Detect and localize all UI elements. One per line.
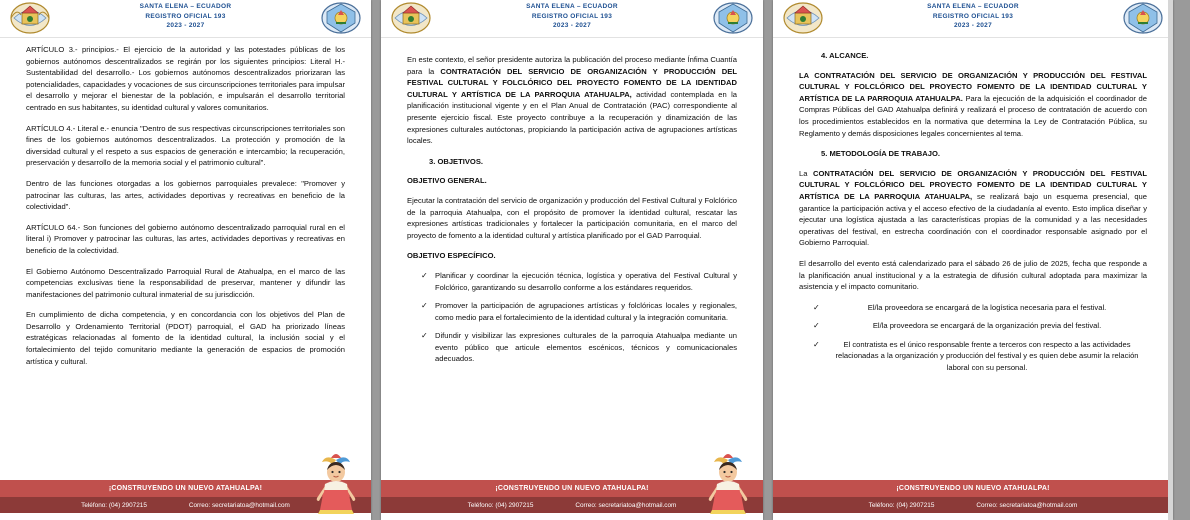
- header-line-2: REGISTRO OFICIAL 193: [145, 12, 226, 20]
- footer-phone: Teléfono: (04) 2907215: [467, 501, 534, 509]
- list-item-label: El/la proveedora se encargará de la organización previa del festival.: [872, 321, 1102, 331]
- header-text-block: [773, 2, 1173, 31]
- footer-phone: Teléfono: (04) 2907215: [81, 501, 147, 509]
- paragraph-articulo-64: ARTÍCULO 64.- Son funciones del gobierno autónomo descentralizado parroquial rural en el literal i) Promover y patrocinar las culturas, las artes, actividades deportivas y recreativas en beneficio de la colectividad.: [26, 222, 345, 255]
- list-item: [813, 302, 1147, 314]
- paragraph-pdot: En cumplimiento de dicha competencia, y en concordancia con los objetivos del Plan de Desarrollo y Ordenamiento Territorial (PDOT) parroquial, el GAD ha priorizado líneas estratégicas relacionadas al fomento de la identidad cultural, la inclusión social y el fortalecimiento del tejido comunitario mediante la generación de espacios de promoción artística y cultural.: [26, 310, 345, 366]
- document-page-2: [381, 0, 763, 520]
- footer-slogan: ¡CONSTRUYENDO UN NUEVO ATAHUALPA!: [381, 480, 763, 497]
- coat-of-arms-right-icon: [711, 1, 755, 35]
- list-item: [813, 339, 1147, 374]
- contexto-part-c: actividad contemplada en la planificación institucional vigente y en el Plan Anual de Contratación (PAC) correspondiente al presente ejercicio fiscal. Este proyecto contribuye a la recuperación y dinamización de las expresiones culturales autóctonas, propiciando la participación activa de agrupaciones artísticas locales.: [407, 89, 738, 146]
- header-text-block: [0, 2, 371, 31]
- heading-alcance: 4. ALCANCE.: [821, 51, 869, 60]
- objetivo-especifico-list: [407, 270, 737, 365]
- folk-dancer-illustration: [699, 452, 757, 514]
- header-line-3: 2023 - 2027: [954, 22, 992, 29]
- contexto-bold: CONTRATACIÓN DEL SERVICIO DE ORGANIZACIÓN Y PRODUCCIÓN DEL FESTIVAL CULTURAL Y FOLCLÓRICO DEL PROYECTO FOMENTO DE LA IDENTIDAD CULTURAL Y ARTÍSTICA DE LA PARROQUIA ATAHUALPA,: [407, 66, 737, 99]
- metodologia-part-a: La: [799, 168, 813, 178]
- header-line-2: REGISTRO OFICIAL 193: [932, 12, 1014, 20]
- list-item: [813, 320, 1147, 332]
- list-item: [421, 300, 737, 323]
- paragraph-contexto: [407, 54, 737, 147]
- alcance-rest: Para la ejecución de la adquisición el coordinador de Compras Públicas del GAD Atahualpa definirá y realizará el proceso de contratación de acuerdo con los procedimientos establecidos en la normativa que determina la Ley de Contratación Pública, su Reglamento y demás disposiciones legales concernientes al tema.: [799, 93, 1147, 138]
- list-item: [421, 330, 737, 365]
- footer-slogan: ¡CONSTRUYENDO UN NUEVO ATAHUALPA!: [773, 480, 1173, 497]
- paragraph-articulo-3: ARTÍCULO 3.- principios.- El ejercicio de la autoridad y las potestades públicas de los gobiernos autónomos descentralizados se regirán por los siguientes principios: Literal H.- Sustentabilidad del desarrollo.- Los gobiernos autónomos descentralizados priorizaran las potencialidades, capacidades y vocaciones de sus circunscripciones territoriales para impulsar el desarrollo y mejorar el bienestar de la población, e impulsarán el desarrollo territorial centrado en sus habitantes, su identidad cultural y valores comunitarios.: [26, 45, 345, 112]
- page-3-content: [773, 38, 1173, 374]
- list-item-label: El contratista es el único responsable frente a terceros con respecto a las actividades relacionadas a la organización y producción del festival y es quien debe asumir la relación laboral con su personal.: [835, 339, 1139, 373]
- page-header: [381, 0, 763, 38]
- vertical-scrollbar[interactable]: [1168, 0, 1173, 520]
- check-icon: ✓: [813, 321, 820, 331]
- paragraph-articulo-4: ARTÍCULO 4.- Literal e.- enuncia "Dentro de sus respectivas circunscripciones territoriales son fines de los gobiernos autónomos descentralizados. La protección y promoción de la diversidad cultural y el respeto a sus espacios de generación e intercambio; la recuperación, preservación y desarrollo de la memoria social y el patrimonio cultural".: [26, 123, 345, 168]
- paragraph-gad-competencias: El Gobierno Autónomo Descentralizado Parroquial Rural de Atahualpa, en el marco de las competencias exclusivas tiene la responsabilidad de preservar, mantener y difundir las manifestaciones del patrimonio cultural inmaterial de su jurisdicción.: [26, 266, 345, 299]
- footer-whitespace: [381, 513, 763, 520]
- paragraph-funciones-parroquiales: Dentro de las funciones otorgadas a los gobiernos parroquiales prevalece: "Promover y patrocinar las culturas, las artes, actividades deportivas y recreativas en beneficio de la colectividad".: [26, 178, 345, 212]
- header-line-1: SANTA ELENA – ECUADOR: [139, 3, 232, 10]
- document-page-1: [0, 0, 371, 520]
- paragraph-alcance: [799, 70, 1147, 140]
- header-line-2: REGISTRO OFICIAL 193: [531, 12, 613, 20]
- metodologia-bold: CONTRATACIÓN DEL SERVICIO DE ORGANIZACIÓN Y PRODUCCIÓN DEL FESTIVAL CULTURAL Y FOLCLÓRICO DEL PROYECTO FOMENTO DE LA IDENTIDAD CULTURAL Y ARTÍSTICA DE LA PARROQUIA ATAHUALPA,: [799, 168, 1147, 201]
- page-header: [773, 0, 1173, 38]
- header-line-1: SANTA ELENA – ECUADOR: [927, 3, 1019, 10]
- check-icon: ✓: [421, 331, 428, 341]
- alcance-bold: LA CONTRATACIÓN DEL SERVICIO DE ORGANIZACIÓN Y PRODUCCIÓN DEL FESTIVAL CULTURAL Y FOLCLÓRICO DEL PROYECTO FOMENTO DE LA IDENTIDAD CULTURAL Y ARTÍSTICA DE LA PARROQUIA ATAHUALPA.: [799, 70, 1147, 103]
- footer-whitespace: [0, 513, 371, 520]
- heading-objetivo-general: OBJETIVO GENERAL.: [407, 176, 487, 186]
- page-footer: [773, 480, 1173, 520]
- coat-of-arms-right-icon: [319, 1, 363, 35]
- list-item-label: Planificar y coordinar la ejecución técnica, logística y operativa del Festival Cultural y Folclórico, garantizando su desarrollo conforme a los estándares requeridos.: [435, 270, 737, 292]
- responsabilidades-list: [799, 302, 1147, 374]
- page-1-content: [0, 38, 371, 367]
- check-icon: ✓: [421, 270, 428, 280]
- footer-email: Correo: secretariatoa@hotmail.com: [575, 501, 677, 509]
- check-icon: ✓: [813, 339, 820, 349]
- list-item-label: Promover la participación de agrupaciones artísticas y folclóricas locales y regionales, como medio para el fortalecimiento de la identidad cultural y la integración comunitaria.: [435, 301, 737, 322]
- footer-whitespace: [773, 513, 1173, 520]
- check-icon: ✓: [421, 301, 428, 311]
- page-2-content: [381, 38, 763, 365]
- header-text-block: [381, 2, 763, 31]
- metodologia-part-c: se realizará bajo un esquema presencial, que garantice la participación activa y el acceso efectivo de la ciudadanía al evento. Esto implica diseñar y ejecutar una logística ajustada a las características propias de la comunidad y a las necesidades operativas del festival, en estrecha coordinación con el coordinador responsable asignado por el Gobierno Parroquial.: [799, 191, 1147, 248]
- page-header: [0, 0, 371, 38]
- list-item-label: El/la proveedora se encargará de la logística necesaria para el festival.: [867, 302, 1107, 312]
- contexto-part-a: En este contexto, el señor presidente autoriza la publicación del proceso mediante Ínfima Cuantía para la: [407, 55, 737, 76]
- paragraph-objetivo-general: Ejecutar la contratación del servicio de organización y producción del Festival Cultural y Folclórico de la parroquia Atahualpa, con el propósito de promover la identidad cultural, rescatar las expresiones artísticas tradicionales y fortalecer la participación comunitaria, en el marco del proyecto de fomento a la identidad cultural y artística planificado por el GAD Parroquial.: [407, 195, 737, 240]
- list-item: [421, 270, 737, 293]
- header-line-3: 2023 - 2027: [553, 22, 591, 29]
- paragraph-calendario: El desarrollo del evento está calendarizado para el sábado 26 de julio de 2025, fecha que responde a la planificación anual institucional y a la estrategia de difusión cultural adoptada para maximizar la asistencia y el impacto comunitario.: [799, 258, 1147, 292]
- heading-objetivo-especifico: OBJETIVO ESPECÍFICO.: [407, 251, 496, 261]
- header-line-1: SANTA ELENA – ECUADOR: [526, 3, 618, 10]
- footer-slogan: ¡CONSTRUYENDO UN NUEVO ATAHUALPA!: [0, 480, 371, 497]
- heading-metodologia: 5. METODOLOGÍA DE TRABAJO.: [821, 149, 940, 159]
- header-line-3: 2023 - 2027: [166, 22, 205, 29]
- footer-phone: Teléfono: (04) 2907215: [868, 501, 935, 509]
- check-icon: ✓: [813, 302, 820, 312]
- coat-of-arms-right-icon: [1121, 1, 1165, 35]
- footer-email: Correo: secretariatoa@hotmail.com: [976, 501, 1078, 509]
- footer-email: Correo: secretariatoa@hotmail.com: [188, 501, 290, 509]
- footer-contact: [773, 497, 1173, 513]
- folk-dancer-illustration: [307, 452, 365, 514]
- document-page-3: [773, 0, 1173, 520]
- list-item-label: Difundir y visibilizar las expresiones culturales de la parroquia Atahualpa mediante un evento público que articule elementos escénicos, técnicos y comunicacionales adecuados.: [435, 331, 737, 364]
- paragraph-metodologia: [799, 168, 1147, 249]
- heading-objetivos: 3. OBJETIVOS.: [429, 156, 484, 166]
